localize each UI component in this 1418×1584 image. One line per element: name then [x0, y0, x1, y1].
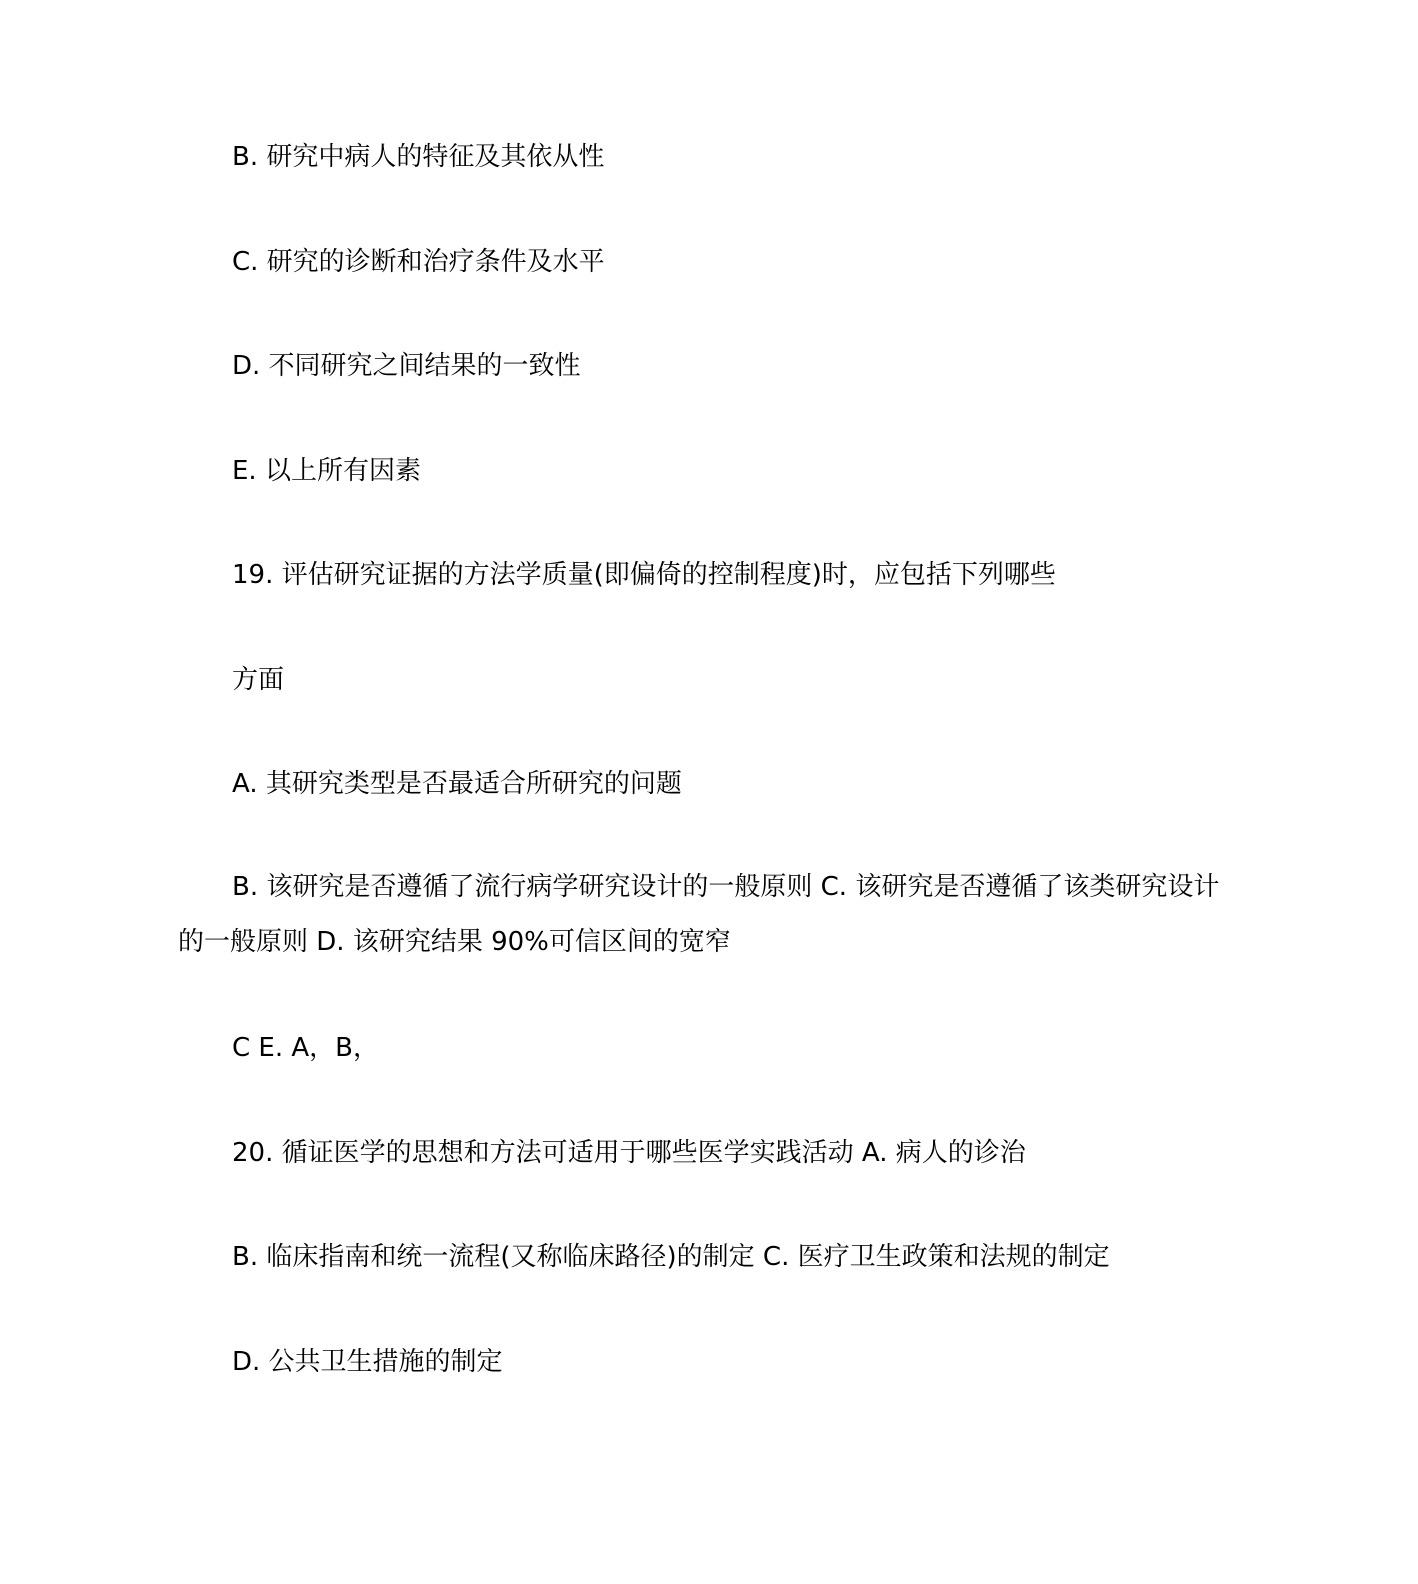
question-20-option-d: D. 公共卫生措施的制定 — [232, 1347, 503, 1377]
question-19-options-paragraph: B. 该研究是否遵循了流行病学研究设计的一般原则 C. 该研究是否遵循了该类研究设计的一般原则 D. 该研究结果 90%可信区间的宽窄 — [178, 872, 1220, 957]
question-19-answer-line: C E. A，B， — [232, 1033, 379, 1063]
option-c-line: C. 研究的诊断和治疗条件及水平 — [232, 247, 605, 277]
option-d-line: D. 不同研究之间结果的一致性 — [232, 351, 581, 381]
question-19-option-a: A. 其研究类型是否最适合所研究的问题 — [232, 769, 682, 799]
question-19-line: 19. 评估研究证据的方法学质量(即偏倚的控制程度)时，应包括下列哪些 — [232, 560, 1056, 590]
option-e-line: E. 以上所有因素 — [232, 456, 421, 486]
question-20-option-b-c: B. 临床指南和统一流程(又称临床路径)的制定 C. 医疗卫生政策和法规的制定 — [232, 1242, 1110, 1272]
question-20-line: 20. 循证医学的思想和方法可适用于哪些医学实践活动 A. 病人的诊治 — [232, 1138, 1026, 1168]
question-19-continuation: 方面 — [232, 665, 285, 695]
option-b-line: B. 研究中病人的特征及其依从性 — [232, 142, 605, 172]
